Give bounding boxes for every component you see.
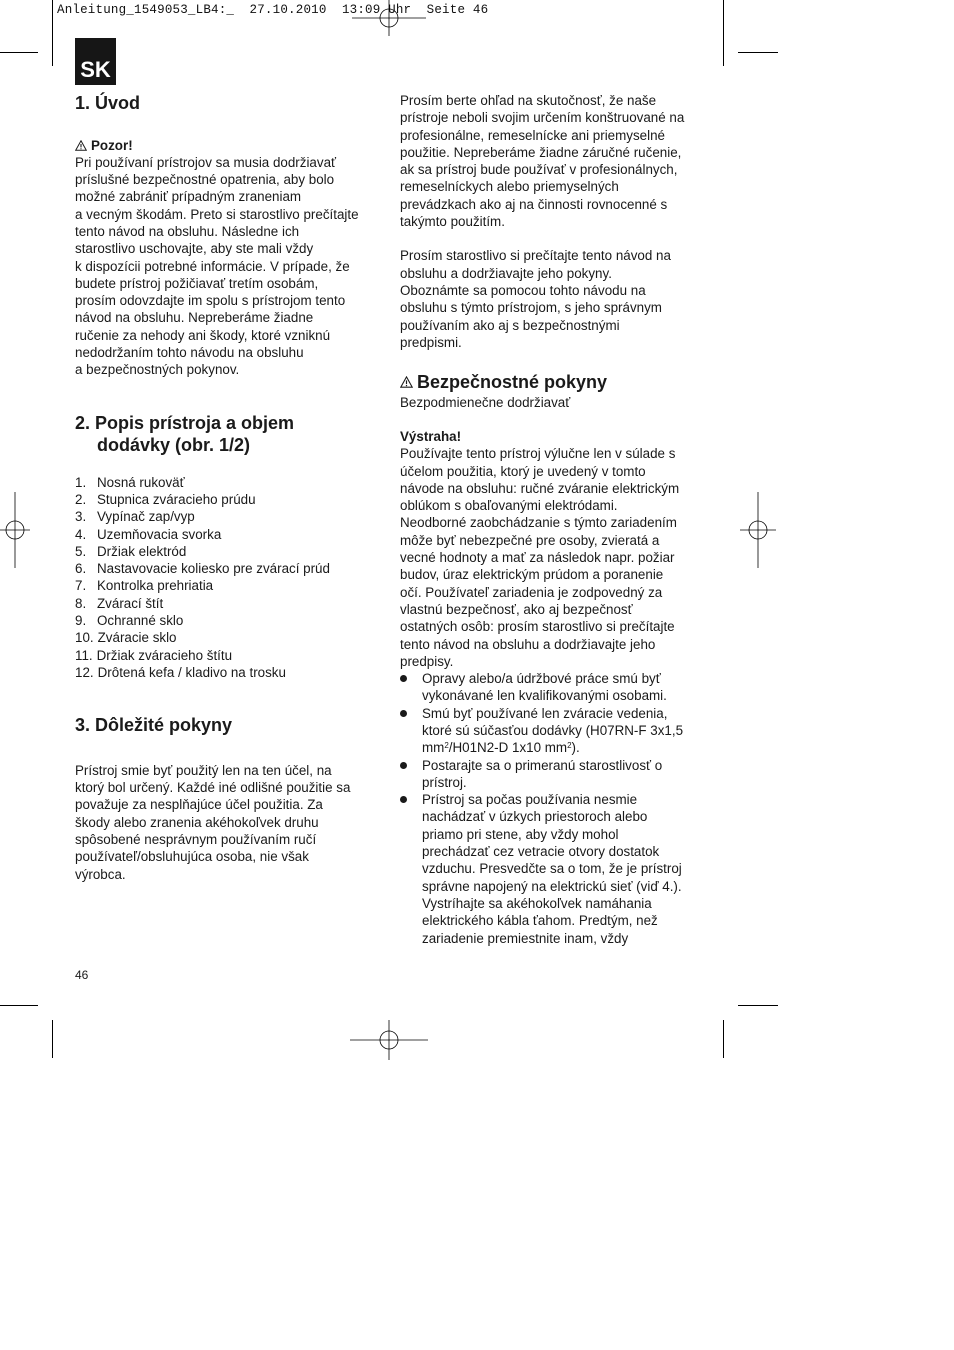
text-line: ručenie za nehody ani škody, ktoré vzniknú xyxy=(75,327,331,343)
section-1-title: 1. Úvod xyxy=(75,93,141,113)
text-line: obsluhu a dodržiavajte jeho pokyny. xyxy=(400,265,612,281)
language-code: SK xyxy=(80,57,111,82)
list-item xyxy=(400,791,705,947)
text-line: používaním ako aj s bezpečnostnými xyxy=(400,317,620,333)
item-number: 1. xyxy=(75,474,87,490)
text-line xyxy=(422,739,683,756)
bullet-icon xyxy=(400,670,422,705)
text-line: Pri používaní prístrojov sa musia dodržiavať xyxy=(75,154,337,170)
text-line: možné zabrániť prípadným zraneniam xyxy=(75,189,302,205)
registration-mark-top xyxy=(352,0,426,36)
text-line: Postarajte sa o primeranú starostlivosť o xyxy=(422,757,663,773)
bullet-icon xyxy=(400,791,422,947)
text-line: obsluhu s týmto prístrojom, s jeho správnym xyxy=(400,300,662,316)
caution-heading xyxy=(75,137,380,154)
text-line: profesionálne, remeselnícke ani priemyselné xyxy=(400,127,665,143)
text-line: Používajte tento prístroj výlučne len v súlade s xyxy=(400,446,676,462)
right-column xyxy=(400,92,705,947)
item-text: Zváracie sklo xyxy=(97,630,177,646)
text-line: nedodržaním tohto návodu na obsluhu xyxy=(75,345,304,361)
text-line: prevádzkach ako aj na činnosti rovnocenné s xyxy=(400,196,668,212)
text-line: účelom použitia, ktorý je uvedený v tomto xyxy=(400,463,646,479)
section-2-title-line: dodávky (obr. 1/2) xyxy=(97,435,251,456)
crop-mark xyxy=(52,1020,53,1058)
usage-paragraph xyxy=(400,92,705,230)
text-fragment: mm xyxy=(422,740,445,756)
text-line: Prístroj sa počas používania nesmie xyxy=(422,792,638,808)
text-line: vecné hodnoty a mať za následok napr. požiar xyxy=(400,550,675,566)
intro-paragraph xyxy=(75,154,380,379)
crop-mark xyxy=(52,0,53,66)
item-text: Vypínač zap/vyp xyxy=(97,509,195,525)
section-3-title: 3. Dôležité pokyny xyxy=(75,715,233,736)
warning-paragraph xyxy=(400,445,705,670)
list-item xyxy=(75,612,380,629)
text-line: oblúkom s obaľovanými elektródami. xyxy=(400,498,618,514)
text-line: Oboznámte sa pomocou tohto návodu na xyxy=(400,282,646,298)
list-item xyxy=(75,474,380,491)
text-line: tento návod na obsluhu a dodržiavajte jeho xyxy=(400,636,656,652)
registration-mark-right xyxy=(740,492,776,568)
list-item xyxy=(400,670,705,705)
warning-heading: Výstraha! xyxy=(400,428,462,444)
important-paragraph xyxy=(75,762,380,883)
item-text: Stupnica zváracieho prúdu xyxy=(97,491,256,507)
text-line: a vecným škodám. Preto si starostlivo prečítajte xyxy=(75,206,359,222)
text-line: ktoré sú súčasťou dodávky (H07RN-F 3x1,5 xyxy=(422,723,684,738)
text-line: použitie. Nepreberáme žiadne záručné ručenie, xyxy=(400,144,682,160)
item-number: 10. xyxy=(75,630,94,646)
list-item xyxy=(75,647,380,664)
item-number: 2. xyxy=(75,491,87,507)
page-number: 46 xyxy=(75,968,89,982)
text-line: remeselníckych alebo priemyselných xyxy=(400,179,619,195)
text-line: výrobca. xyxy=(75,866,126,882)
read-manual-paragraph xyxy=(400,247,705,351)
item-number: 3. xyxy=(75,509,87,525)
item-text: Nastavovacie koliesko pre zvárací prúd xyxy=(97,561,330,577)
list-item xyxy=(75,664,380,681)
text-line: predpisy. xyxy=(400,653,454,669)
list-item xyxy=(75,526,380,543)
crop-mark xyxy=(0,1005,38,1006)
text-line: môže byť nebezpečné pre osoby, zvieratá a xyxy=(400,532,660,548)
crop-mark xyxy=(0,52,38,53)
parts-list xyxy=(75,474,380,682)
item-number: 6. xyxy=(75,561,87,577)
item-number: 4. xyxy=(75,526,87,542)
list-item xyxy=(75,508,380,525)
item-text: Kontrolka prehriatia xyxy=(97,578,214,594)
text-line: prosím odovzdajte im spolu s prístrojom tento xyxy=(75,293,346,309)
list-item xyxy=(75,491,380,508)
text-line: priamo pri stene, aby vždy mohol xyxy=(422,826,619,842)
text-fragment: /H01N2-D 1x10 mm xyxy=(448,740,568,756)
text-line: Neodborné zaobchádzanie s týmto zariadením xyxy=(400,515,677,531)
item-number: 11. xyxy=(75,647,93,663)
text-line: správne napojený na elektrickú sieť (viď 4.). xyxy=(422,878,682,894)
list-item xyxy=(400,705,705,757)
crop-mark xyxy=(738,1005,778,1006)
warning-triangle-icon xyxy=(75,140,87,151)
item-text: Nosná rukoväť xyxy=(97,474,185,490)
text-line: budov, úraz elektrickým prúdom a poranenie xyxy=(400,567,664,583)
item-number: 12. xyxy=(75,664,94,680)
list-item xyxy=(75,543,380,560)
text-line: budete prístroj požičiavať tretím osobám, xyxy=(75,275,319,291)
text-line: a bezpečnostných pokynov. xyxy=(75,362,240,378)
safety-title-text: Bezpečnostné pokyny xyxy=(417,372,608,393)
registration-mark-bottom xyxy=(350,1020,428,1060)
text-line: príslušné bezpečnostné opatrenia, aby bolo xyxy=(75,172,335,188)
safety-title xyxy=(400,371,705,394)
list-item xyxy=(400,757,705,792)
text-line: tento návod na obsluhu. Následne ich xyxy=(75,223,300,239)
text-line: zariadenie premiestnite inam, vždy xyxy=(422,930,629,946)
text-line: Prístroj smie byť použitý len na ten účel, na xyxy=(75,762,332,778)
section-2-title xyxy=(75,412,380,457)
superscript: 2 xyxy=(567,741,572,751)
text-line: ktorý bol určený. Každé iné odlišné použitie sa xyxy=(75,780,351,796)
left-column xyxy=(75,92,380,883)
text-line: nachádzať v úzkych priestoroch alebo xyxy=(422,809,648,825)
text-line: Smú byť používané len zváracie vedenia, xyxy=(422,705,668,721)
bullet-icon xyxy=(400,705,422,757)
registration-mark-left xyxy=(0,492,30,568)
item-text: Ochranné sklo xyxy=(97,613,184,629)
text-line: prístroj. xyxy=(422,774,467,790)
text-line: prístroje neboli svojim určením konštruované na xyxy=(400,110,685,126)
text-line: k dispozícii potrebné informácie. V prípade, že xyxy=(75,258,350,274)
item-number: 5. xyxy=(75,543,87,559)
bullet-icon xyxy=(400,757,422,792)
text-line: starostlivo uschovajte, aby ste mali vždy xyxy=(75,241,314,257)
item-number: 8. xyxy=(75,595,87,611)
warning-triangle-icon xyxy=(400,376,413,388)
list-item xyxy=(75,629,380,646)
item-number: 7. xyxy=(75,578,87,594)
item-text: Zvárací štít xyxy=(97,595,164,611)
caution-label: Pozor! xyxy=(91,137,133,153)
text-line: vlastnú bezpečnosť, ako aj bezpečnosť xyxy=(400,601,633,617)
print-slug: Anleitung_1549053_LB4:_ 27.10.2010 13:09 Uhr Seite 46 xyxy=(57,3,489,17)
text-line: Vystríhajte sa akéhokoľvek namáhania xyxy=(422,895,652,911)
text-line: elektrického kábla ťahom. Predtým, než xyxy=(422,913,658,929)
text-line: ak sa prístroj bude používať v profesionálnych, xyxy=(400,162,678,178)
text-line: prechádzať cez vetracie otvory dostatok xyxy=(422,844,660,860)
language-tab xyxy=(75,38,116,85)
text-line: Prosím berte ohľad na skutočnosť, že naše xyxy=(400,93,657,108)
item-text: Držiak zváracieho štítu xyxy=(96,647,233,663)
superscript: 2 xyxy=(444,741,449,751)
crop-mark xyxy=(723,0,724,66)
safety-subtitle: Bezpodmienečne dodržiavať xyxy=(400,394,571,410)
text-line: predpismi. xyxy=(400,334,462,350)
text-line: ostatných osôb: prosím starostlivo si prečítajte xyxy=(400,619,675,635)
item-text: Uzemňovacia svorka xyxy=(97,526,222,542)
item-text: Držiak elektród xyxy=(97,543,187,559)
text-line: očí. Používateľ zariadenia je zodpovedný za xyxy=(400,584,663,600)
item-number: 9. xyxy=(75,613,87,629)
text-line: návode na obsluhu: ručné zváranie elektrickým xyxy=(400,480,680,496)
text-line: považuje za nesplňajúce účel použitia. Za xyxy=(75,797,323,813)
text-line: Opravy alebo/a údržbové práce smú byť xyxy=(422,671,661,687)
text-line: návod na obsluhu. Nepreberáme žiadne xyxy=(75,310,314,326)
text-line: škody alebo zranenia akéhokoľvek druhu xyxy=(75,814,319,830)
crop-mark xyxy=(738,52,778,53)
crop-mark xyxy=(723,1020,724,1058)
text-line: používateľ/obsluhujúca osoba, nie však xyxy=(75,849,309,865)
text-line: takýmto použitím. xyxy=(400,214,505,230)
list-item xyxy=(75,577,380,594)
text-line: Prosím starostlivo si prečítajte tento návod na xyxy=(400,248,671,264)
item-text: Drôtená kefa / kladivo na trosku xyxy=(97,664,286,680)
safety-bullet-list xyxy=(400,670,705,947)
text-fragment: ). xyxy=(571,740,580,756)
text-line: vzduchu. Presvedčte sa o tom, že je prístroj xyxy=(422,861,682,877)
section-2-title-line: 2. Popis prístroja a objem xyxy=(75,412,295,433)
text-line: spôsobené nesprávnym používaním ručí xyxy=(75,831,317,847)
list-item xyxy=(75,560,380,577)
text-line: vykonávané len kvalifikovanými osobami. xyxy=(422,688,667,704)
list-item xyxy=(75,595,380,612)
